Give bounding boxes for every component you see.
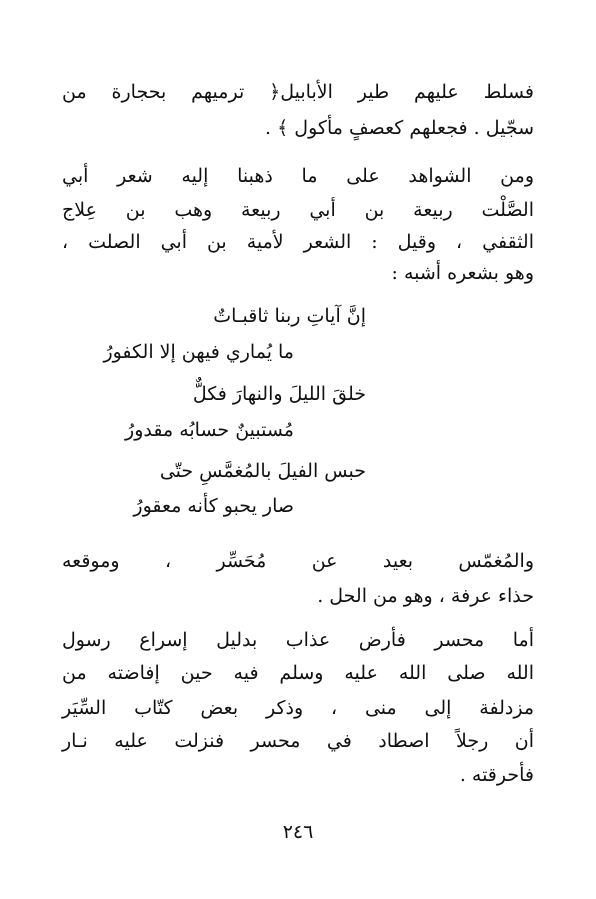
verse-second-hemistich: صار يحبو كأنه معقورُ [133, 495, 294, 517]
verse-first-hemistich: حبس الفيلَ بالمُغمَّسِ حتّى [159, 460, 366, 482]
verse-second-hemistich: مُستبينٌ حسابُه مقدورُ [125, 419, 294, 441]
body-text-line: الصَّلْت ربيعة بن أبي ربيعة وهب بن عِلاج [62, 199, 534, 221]
body-text-line: مزدلفة إلى منى ، وذكر بعض كتّاب السِّيَر [62, 697, 534, 719]
body-text-line: ومن الشواهد على ما ذهبنا إليه شعر أبي [62, 165, 534, 187]
body-text-line: الثقفي ، وقيل : الشعر لأمية بن أبي الصلت ، [62, 231, 534, 253]
verse-second-hemistich: ما يُماري فيهن إلا الكفورُ [103, 341, 294, 363]
body-text-line: والمُغمّس بعيد عن مُحَسِّر ، وموقعه [62, 550, 534, 572]
body-text-line: فسلط عليهم طير الأبابيل﴿ ترميهم بحجارة من [62, 81, 534, 103]
body-text-line: الله صلى الله عليه وسلم فيه حين إفاضته من [62, 662, 534, 684]
page-number: ٢٤٦ [282, 821, 314, 843]
body-text-line: أما محسر فأرض عذاب بدليل إسراع رسول [62, 629, 534, 651]
body-text-line: وهو بشعره أشبه : [391, 262, 534, 284]
body-text-line: سجّيل . فجعلهم كعصفٍ مأكول ﴾ . [265, 117, 534, 139]
body-text-line: أن رجلاً اصطاد في محسر فنزلت عليه نـار [62, 730, 534, 752]
body-text-line: فأحرقته . [459, 764, 534, 786]
body-text-line: حذاء عرفة ، وهو من الحل . [317, 585, 534, 607]
verse-first-hemistich: إنَّ آياتِ ربنا ثاقبـاتٌ [213, 305, 366, 327]
verse-first-hemistich: خلقَ الليلَ والنهارَ فكلٌّ [192, 383, 366, 405]
